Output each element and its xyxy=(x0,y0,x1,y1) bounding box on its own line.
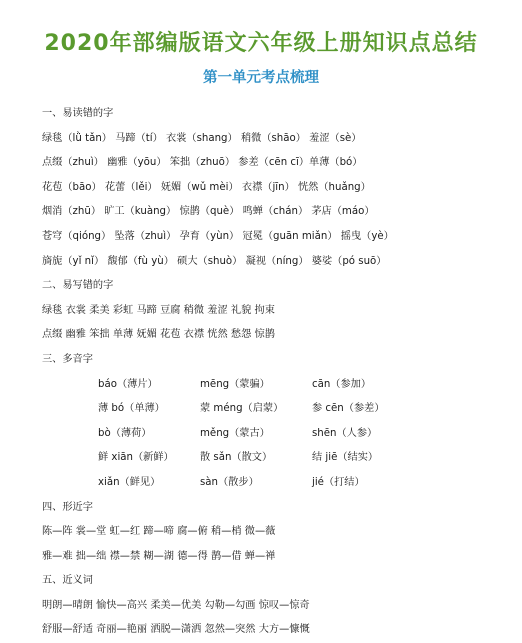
table-cell: 参 cēn（参差） xyxy=(312,403,385,415)
section-heading-similar-chars: 四、形近字 xyxy=(42,501,93,513)
table-row xyxy=(42,446,512,471)
text-line: 雅—难 拙—绌 襟—禁 糊—湖 德—得 鹊—借 蝉—禅 xyxy=(42,550,276,562)
polyphonic-table xyxy=(42,373,512,496)
table-cell: 结 jiē（结实） xyxy=(312,452,379,464)
content xyxy=(42,102,512,643)
table-cell: 蒙 méng（启蒙） xyxy=(200,403,284,415)
section-heading-miswritten: 二、易写错的字 xyxy=(42,280,114,292)
table-cell: sàn（散步） xyxy=(200,476,259,488)
table-cell: měng（蒙古） xyxy=(200,427,270,439)
section-heading-polyphonic: 三、多音字 xyxy=(42,353,93,365)
text-line: 绿毯（lǜ tǎn） 马蹄（tí） 衣裳（shang） 稍微（shāo） 羞涩（sè） xyxy=(42,132,362,144)
text-line: 花苞（bāo） 花蕾（lěi） 妩媚（wǔ mèi） 衣襟（jīn） 恍然（huǎng） xyxy=(42,181,371,193)
table-cell: báo（薄片） xyxy=(98,378,158,390)
table-cell: xiǎn（鲜见） xyxy=(98,476,161,488)
table-cell: 鲜 xiān（新鲜） xyxy=(98,452,174,464)
table-cell: shēn（人参） xyxy=(312,427,378,439)
text-line: 点缀（zhuì） 幽雅（yōu） 笨拙（zhuō） 参差（cēn cī）单薄（bó） xyxy=(42,157,363,169)
table-cell: jié（打结） xyxy=(312,476,365,488)
table-row xyxy=(42,471,512,496)
text-line: 旖旎（yǐ nǐ） 馥郁（fù yù） 硕大（shuò） 凝视（níng） 婆娑（pó suō） xyxy=(42,255,387,267)
table-row xyxy=(42,373,512,398)
table-cell: mēng（蒙骗） xyxy=(200,378,270,390)
table-cell: bò（薄荷） xyxy=(98,427,152,439)
table-cell: cān（参加） xyxy=(312,378,372,390)
text-line: 绿毯 衣裳 柔美 彩虹 马蹄 豆腐 稍微 羞涩 礼貌 拘束 xyxy=(42,304,275,316)
table-cell: 散 sǎn（散文） xyxy=(200,452,273,464)
unit-subtitle: 第一单元考点梳理 xyxy=(203,70,319,86)
text-line: 苍穹（qióng） 坠落（zhuì） 孕育（yùn） 冠冕（guān miǎn） 摇曳（yè） xyxy=(42,230,394,242)
text-line: 点缀 幽雅 笨拙 单薄 妩媚 花苞 衣襟 恍然 愁怨 惊鹊 xyxy=(42,329,275,341)
section-heading-synonyms: 五、近义词 xyxy=(42,575,93,587)
section-heading-misread: 一、易读错的字 xyxy=(42,108,114,119)
text-line: 烟消（zhū） 旷工（kuàng） 惊鹊（què） 鸣蝉（chán） 茅店（máo） xyxy=(42,206,375,218)
text-line: 舒服—舒适 奇丽—艳丽 洒脱—潇洒 忽然—突然 大方—慷慨 xyxy=(42,624,310,636)
document-title: 2020年部编版语文六年级上册知识点总结 xyxy=(44,31,478,56)
text-line: 陈—阵 裳—堂 虹—红 蹄—啼 腐—俯 稍—梢 微—薇 xyxy=(42,526,276,538)
table-row xyxy=(42,397,512,422)
table-cell: 薄 bó（单薄） xyxy=(98,403,165,415)
text-line: 明朗—晴朗 愉快—高兴 柔美—优美 勾勒—勾画 惊叹—惊奇 xyxy=(42,599,310,611)
table-row xyxy=(42,422,512,447)
